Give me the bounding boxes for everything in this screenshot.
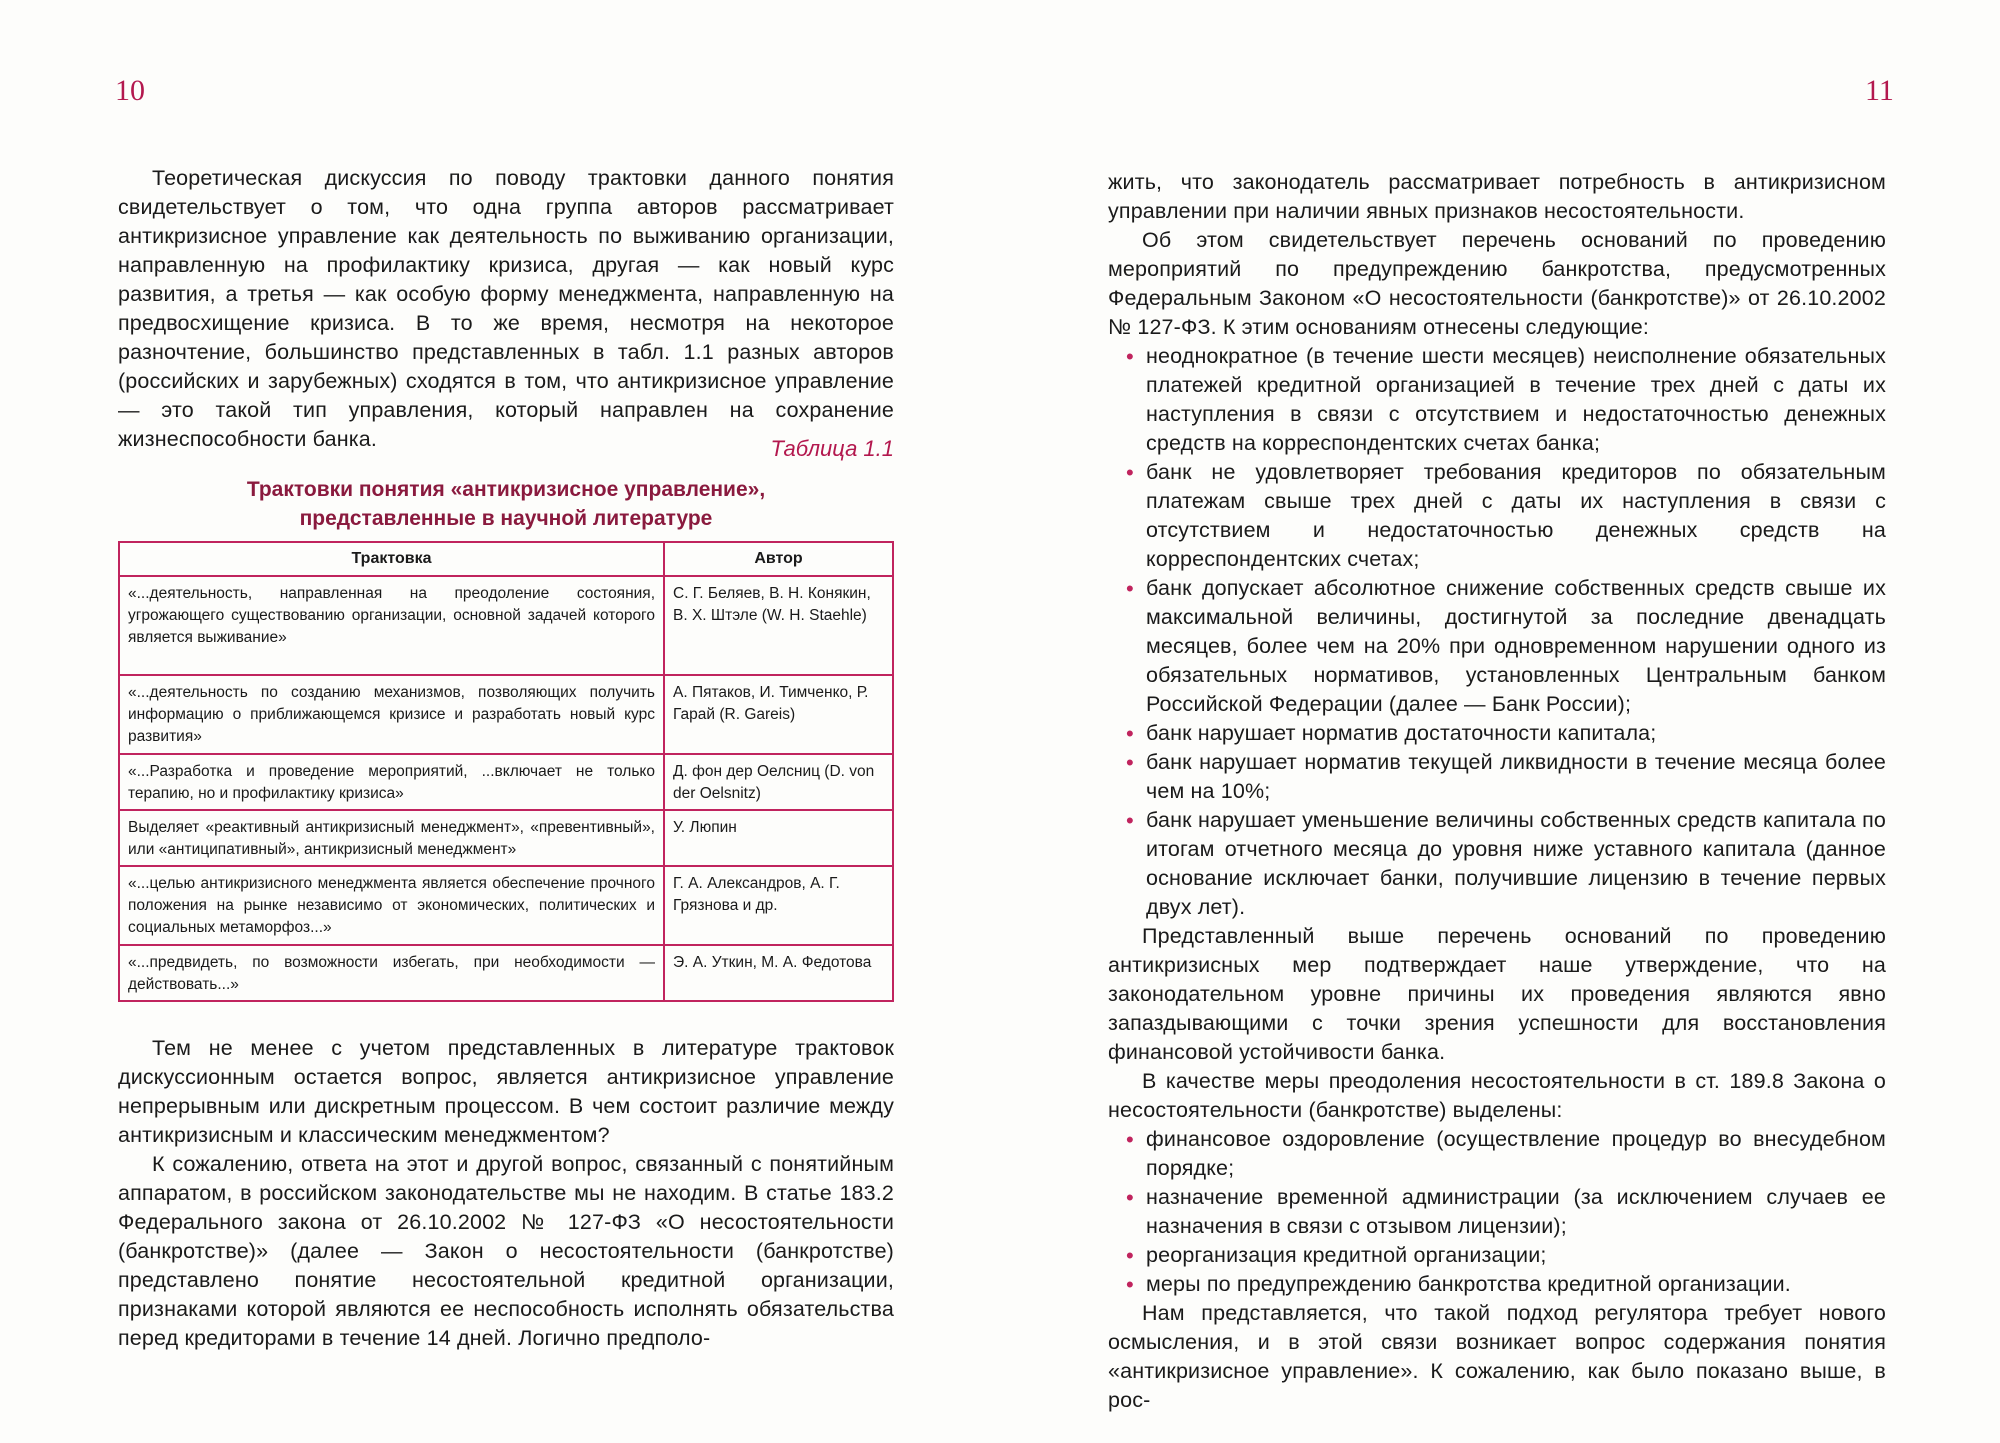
table-cell-interpretation: «...Разработка и проведение мероприятий, ...включает не только терапию, но и профилактику кризиса» bbox=[119, 754, 664, 810]
column-header-interpretation: Трактовка bbox=[119, 542, 664, 576]
table-cell-interpretation: Выделяет «реактивный антикризисный менеджмент», «превентивный», или «антиципативный», антикризисный менеджмент» bbox=[119, 810, 664, 866]
table-cell-interpretation: «...предвидеть, по возможности избегать, при необходимости — действовать...» bbox=[119, 945, 664, 1001]
table-title-line: Трактовки понятия «антикризисное управление», bbox=[246, 478, 766, 501]
table-header-row bbox=[119, 542, 893, 576]
table-row bbox=[119, 945, 893, 1001]
table-row bbox=[119, 675, 893, 754]
right-page bbox=[1000, 0, 2000, 1443]
list-item: • реорганизация кредитной организации; bbox=[1146, 1241, 1886, 1270]
table-cell-interpretation: «...целью антикризисного менеджмента является обеспечение прочного положения на рынке независимо от экономических, политических и социальных метаморфоз...» bbox=[119, 866, 664, 945]
list-item: • банк не удовлетворяет требования кредиторов по обязательным платежам свыше трех дней с даты их наступления в связи с отсутствием и недостаточностью денежных средств на корреспондентских счетах; bbox=[1146, 458, 1886, 574]
table-title-line: представленные в научной литературе bbox=[299, 507, 713, 530]
table-number: Таблица 1.1 bbox=[770, 436, 894, 461]
table-row bbox=[119, 754, 893, 810]
table-row bbox=[119, 576, 893, 675]
page-number: 10 bbox=[115, 74, 145, 107]
list-item: • меры по предупреждению банкротства кредитной организации. bbox=[1146, 1270, 1886, 1299]
column-header-author: Автор bbox=[664, 542, 893, 576]
table-cell-author: С. Г. Беляев, В. Н. Конякин, В. Х. Штэле (W. H. Staehle) bbox=[664, 576, 893, 675]
table-cell-author: У. Люпин bbox=[664, 810, 893, 866]
paragraph: К сожалению, ответа на этот и другой вопрос, связанный с понятийным аппаратом, в российском законодательстве мы не находим. В статье 183.2 Федерального закона от 26.10.2002 № 127-ФЗ «О несостоятельности (банкротстве)» (далее — Закон о несостоятельности (банкротстве) представлено понятие несостоятельной кредитной организации, признаками которой являются ее неспособность исполнять обязательства перед кредиторами в течение 14 дней. Логично предполо- bbox=[118, 1152, 894, 1350]
list-item: • назначение временной администрации (за исключением случаев ее назначения в связи с отзывом лицензии); bbox=[1146, 1183, 1886, 1241]
paragraph: жить, что законодатель рассматривает потребность в антикризисном управлении при наличии явных признаков несостоятельности. bbox=[1108, 170, 1886, 223]
grounds-list bbox=[1108, 342, 1886, 922]
paragraph: Об этом свидетельствует перечень оснований по проведению мероприятий по предупреждению банкротства, предусмотренных Федеральным Законом «О несостоятельности (банкротстве)» от 26.10.2002 № 127-ФЗ. К этим основаниям отнесены следующие: bbox=[1108, 228, 1886, 339]
list-item: • банк нарушает норматив достаточности капитала; bbox=[1146, 719, 1886, 748]
table-row bbox=[119, 866, 893, 945]
list-item: • неоднократное (в течение шести месяцев) неисполнение обязательных платежей кредитной организацией в течение трех дней с даты их наступления в связи с отсутствием и недостаточностью денежных средств на корреспондентских счетах банка; bbox=[1146, 342, 1886, 458]
list-item: • банк допускает абсолютное снижение собственных средств свыше их максимальной величины, достигнутой за последние двенадцать месяцев, более чем на 20% при одновременном нарушении одного из обязательных нормативов, установленных Центральным банком Российской Федерации (далее — Банк России); bbox=[1146, 574, 1886, 719]
list-item: • банк нарушает уменьшение величины собственных средств капитала по итогам отчетного месяца до уровня ниже уставного капитала (данное основание исключает банки, получившие лицензию в течение первых двух лет). bbox=[1146, 806, 1886, 922]
definitions-table bbox=[118, 541, 894, 1002]
list-item: • банк нарушает норматив текущей ликвидности в течение месяца более чем на 10%; bbox=[1146, 748, 1886, 806]
table-cell-author: Г. А. Александров, А. Г. Грязнова и др. bbox=[664, 866, 893, 945]
table-cell-author: Э. А. Уткин, М. А. Федотова bbox=[664, 945, 893, 1001]
table-cell-author: Д. фон дер Оелсниц (D. von der Oelsnitz) bbox=[664, 754, 893, 810]
body-text-block bbox=[118, 1034, 894, 1353]
table-row bbox=[119, 810, 893, 866]
table-cell-interpretation: «...деятельность, направленная на преодоление состояния, угрожающего существованию организации, основной задачей которого является выживание» bbox=[119, 576, 664, 675]
table-cell-author: А. Пятаков, И. Тимченко, Р. Гарай (R. Gareis) bbox=[664, 675, 893, 754]
paragraph: Представленный выше перечень оснований по проведению антикризисных мер подтверждает наше утверждение, что на законодательном уровне причины их проведения являются явно запаздывающими с точки зрения успешности для восстановления финансовой устойчивости банка. bbox=[1108, 924, 1886, 1064]
table-title bbox=[118, 475, 894, 533]
paragraph: Теоретическая дискуссия по поводу трактовки данного понятия свидетельствует о том, что одна группа авторов рассматривает антикризисное управление как деятельность по выживанию организации, направленную на профилактику кризиса, другая — как новый курс развития, а третья — как особую форму менеджмента, направленную на предвосхищение кризиса. В то же время, несмотря на некоторое разночтение, большинство представленных в табл. 1.1 разных авторов (российских и зарубежных) сходятся в том, что антикризисное управление — это такой тип управления, который направлен на сохранение жизнеспособности банка. bbox=[118, 166, 894, 451]
paragraph: В качестве меры преодоления несостоятельности в ст. 189.8 Закона о несостоятельности (банкротстве) выделены: bbox=[1108, 1069, 1886, 1122]
page-number: 11 bbox=[1865, 74, 1894, 107]
table-cell-interpretation: «...деятельность по созданию механизмов, позволяющих получить информацию о приближающемся кризисе и разработать новый курс развития» bbox=[119, 675, 664, 754]
paragraph: Тем не менее с учетом представленных в литературе трактовок дискуссионным остается вопрос, является антикризисное управление непрерывным или дискретным процессом. В чем состоит различие между антикризисным и классическим менеджментом? bbox=[118, 1036, 894, 1147]
paragraph: Нам представляется, что такой подход регулятора требует нового осмысления, и в этой связи возникает вопрос содержания понятия «антикризисное управление». К сожалению, как было показано выше, в рос- bbox=[1108, 1301, 1886, 1412]
measures-list bbox=[1108, 1125, 1886, 1299]
intro-text-block bbox=[118, 164, 894, 454]
list-item: • финансовое оздоровление (осуществление процедур во внесудебном порядке; bbox=[1146, 1125, 1886, 1183]
body-text-block bbox=[1108, 168, 1886, 1415]
